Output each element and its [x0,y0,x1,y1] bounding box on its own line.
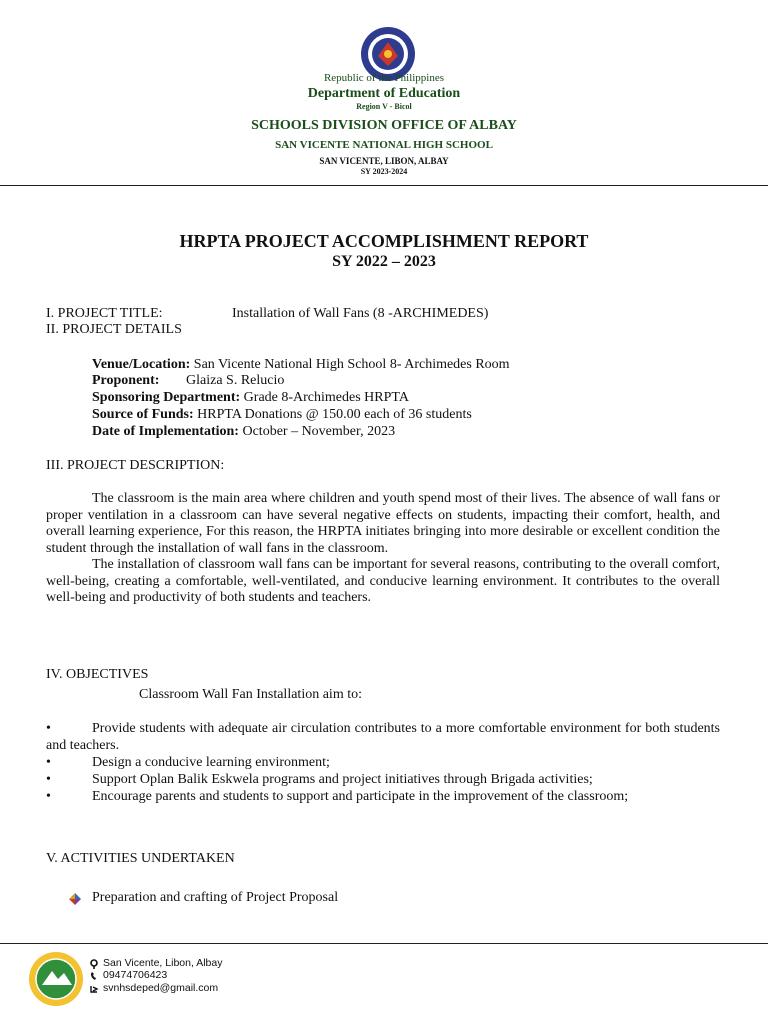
funds-value: HRPTA Donations @ 150.00 each of 36 students [193,407,472,422]
location-icon [89,959,99,969]
project-details-label: II. PROJECT DETAILS [46,322,182,337]
diamond-bullet-icon [68,892,82,906]
republic-line: Republic of the Philippines [323,72,445,84]
venue-row [92,357,510,374]
project-title-value: Installation of Wall Fans (8 -ARCHIMEDES) [232,306,489,321]
date-label: Date of Implementation: [92,424,239,439]
description-paragraph-2: The installation of classroom wall fans can be important for several reasons, contributing to the overall comfort, well-being, creating a comfortable, well-ventilated, and conducive learning environment. It contributes to the overall well-being and productivity of both students and teachers. [46,557,720,605]
proponent-value: Glaiza S. Relucio [186,373,285,388]
email-icon [89,984,99,994]
sponsor-label: Sponsoring Department: [92,390,241,405]
funds-label: Source of Funds: [92,407,194,422]
activities-label: V. ACTIVITIES UNDERTAKEN [46,851,235,866]
venue-label: Venue/Location: [92,357,191,372]
report-title: HRPTA PROJECT ACCOMPLISHMENT REPORT [179,231,589,251]
header-divider [0,185,768,186]
description-paragraph-1: The classroom is the main area where children and youth spend most of their lives. The absence of wall fans or proper ventilation in a classroom can have several negative effects on students, impacting their comfort, health, and overall learning experience, For this reason, the HRPTA initiates bringing into more desirable or excellent condition the student through the installation of wall fans in the classroom. [46,491,720,556]
objective-item: • Provide students with adequate air circulation contributes to a more comfortable environment for both students and teachers. [46,721,720,753]
sponsor-row [92,390,409,407]
phone-icon [89,971,99,981]
objectives-label: IV. OBJECTIVES [46,667,149,682]
venue-value: San Vicente National High School 8- Archimedes Room [190,357,510,372]
activity-item: Preparation and crafting of Project Proposal [92,890,339,905]
proponent-label: Proponent: [92,373,160,388]
footer-address: San Vicente, Libon, Albay [103,957,223,969]
report-subtitle: SY 2022 – 2023 [332,253,436,270]
school-address: SAN VICENTE, LIBON, ALBAY [319,156,449,166]
objective-item: • Encourage parents and students to support and participate in the improvement of the classroom; [46,789,629,804]
sponsor-value: Grade 8-Archimedes HRPTA [240,390,409,405]
division-name: SCHOOLS DIVISION OFFICE OF ALBAY [251,118,517,133]
footer-phone: 09474706423 [103,969,168,981]
footer-divider [0,943,768,944]
project-title-label: I. PROJECT TITLE: [46,306,163,321]
objective-item: • Design a conducive learning environment; [46,755,330,770]
footer-email: svnhsdeped@gmail.com [103,982,219,994]
objectives-intro: Classroom Wall Fan Installation aim to: [139,687,362,702]
school-name: SAN VICENTE NATIONAL HIGH SCHOOL [275,139,493,151]
funds-row [92,407,472,424]
school-year: SY 2023-2024 [360,167,408,176]
region-line: Region V - Bicol [356,102,412,111]
description-label: III. PROJECT DESCRIPTION: [46,458,225,473]
department-name: Department of Education [307,86,461,101]
date-row [92,424,395,441]
objective-item: • Support Oplan Balik Eskwela programs and project initiatives through Brigada activities; [46,772,593,787]
date-value: October – November, 2023 [238,424,396,439]
school-logo [28,951,84,1007]
